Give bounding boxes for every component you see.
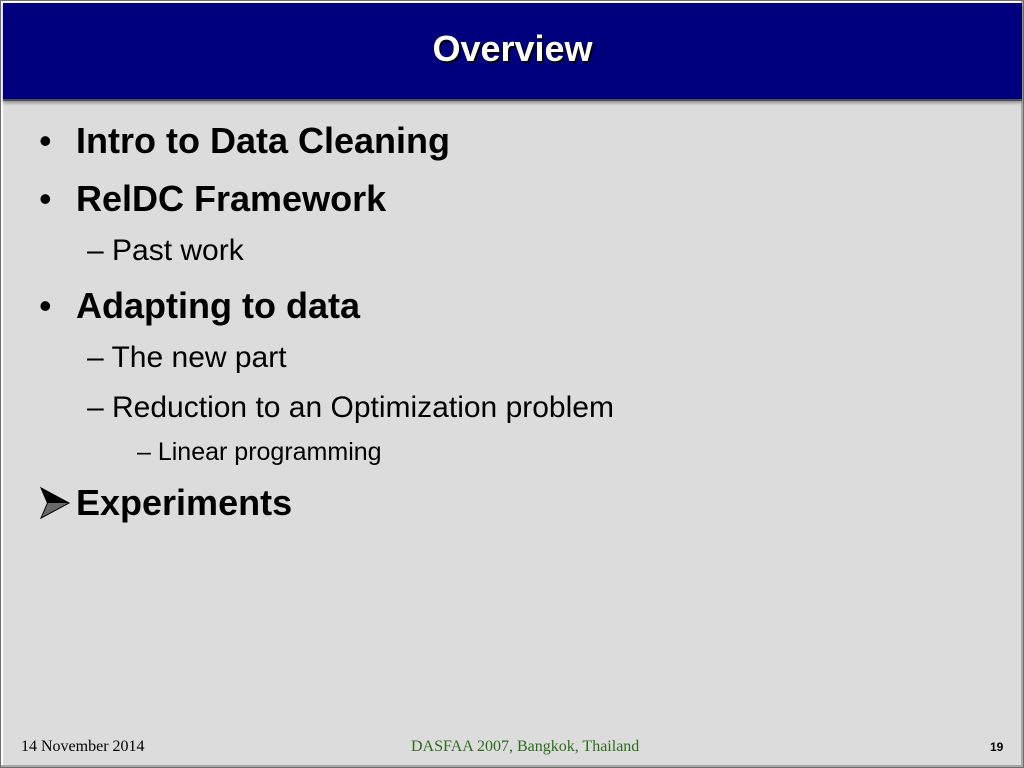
bullet-marker: • — [39, 120, 52, 161]
sub-bullet-item: – Reduction to an Optimization problem — [87, 391, 614, 424]
sub-bullet-item: – The new part — [87, 341, 287, 374]
footer-conference: DASFAA 2007, Bangkok, Thailand — [411, 738, 640, 755]
bullet-marker: • — [39, 285, 52, 326]
bullet-text: Experiments — [76, 482, 293, 523]
footer-date: 14 November 2014 — [21, 738, 145, 755]
bullet-text: Adapting to data — [76, 285, 360, 326]
bullet-marker: • — [39, 178, 52, 219]
page-number: 19 — [990, 740, 1004, 754]
arrow-icon — [39, 485, 71, 521]
sub-sub-bullet-item: – Linear programming — [137, 438, 382, 466]
bullet-text: Intro to Data Cleaning — [76, 120, 451, 161]
slide-title: Overview — [432, 28, 593, 69]
bullet-text: RelDC Framework — [76, 178, 387, 219]
title-bar — [3, 3, 1022, 101]
sub-bullet-item: – Past work — [87, 234, 244, 267]
